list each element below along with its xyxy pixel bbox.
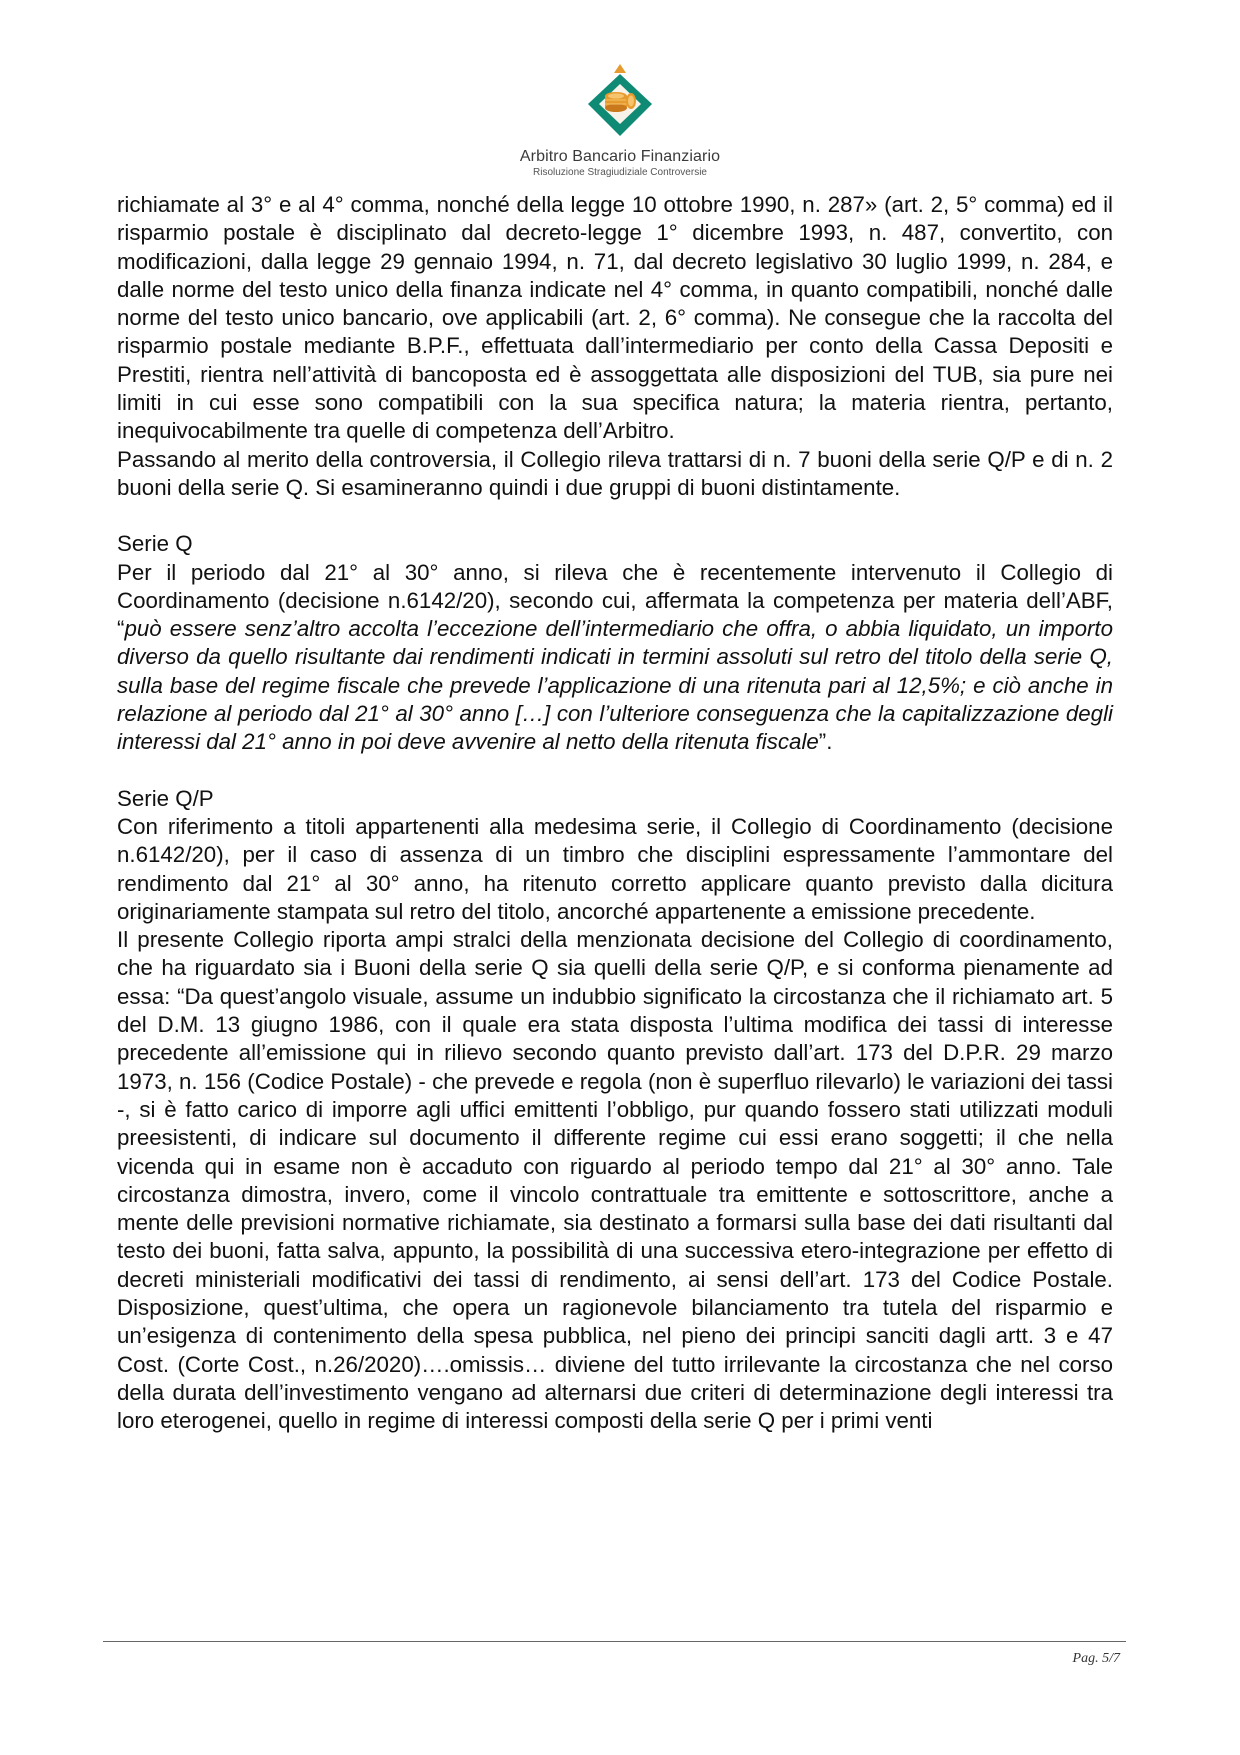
paragraph-3-quote: può essere senz’altro accolta l’eccezione dell’intermediario che offra, o abbia liquidato, un importo diverso da quello risultante dai rendimenti indicati in termini assoluti sul retro del titolo della serie Q, sulla base del regime fiscale che prevede l’applicazione di una ritenuta pari al 12,5%; e ciò anche in relazione al periodo dal 21° al 30° anno […] con l’ulteriore conseguenza che la capitalizzazione degli interessi dal 21° anno in poi deve avvenire al netto della ritenuta fiscale: [117, 616, 1113, 755]
section-heading-serie-qp: Serie Q/P: [117, 785, 214, 811]
paragraph-1: richiamate al 3° e al 4° comma, nonché della legge 10 ottobre 1990, n. 287» (art. 2, 5° comma) ed il risparmio postale è disciplinato dal decreto-legge 1° dicembre 1993, n. 487, convertito, con modificazioni, dalla legge 29 gennaio 1994, n. 71, dal decreto legislativo 30 luglio 1999, n. 284, e dalle norme del testo unico della finanza indicate nel 4° comma, in quanto compatibili, nonché dalle norme del testo unico bancario, ove applicabili (art. 2, 6° comma). Ne consegue che la raccolta del risparmio postale mediante B.P.F., effettuata dall’intermediario per conto della Cassa Depositi e Prestiti, rientra nell’attività di bancoposta ed è assoggettata alle disposizioni del TUB, sia pure nei limiti in cui esse sono compatibili con la sua specifica natura; la materia rientra, pertanto, inequivocabilmente tra quelle di competenza dell’Arbitro.: [117, 192, 1113, 444]
footer-divider: [103, 1641, 1126, 1642]
paragraph-3-intro: Per il periodo dal 21° al 30° anno, si rileva che è recentemente intervenuto il Collegio di Coordinamento (decisione n.6142/20), secondo cui, affermata la competenza per materia dell’ABF, “: [117, 559, 1113, 642]
paragraph-3: [117, 559, 1113, 757]
section-heading-serie-q: Serie Q: [117, 531, 193, 557]
document-body: [117, 191, 1113, 1435]
org-name: Arbitro Bancario Finanziario: [519, 148, 721, 165]
paragraph-4: Con riferimento a titoli appartenenti alla medesima serie, il Collegio di Coordinamento (decisione n.6142/20), per il caso di assenza di un timbro che disciplini espressamente l’ammontare del rendimento dal 21° al 30° anno, ha ritenuto corretto applicare quanto previsto dalla dicitura originariamente stampata sul retro del titolo, ancorché appartenente a emissione precedente.: [117, 813, 1113, 924]
abf-logo-icon: [580, 60, 660, 140]
header-logo-block: [0, 60, 1240, 178]
org-tagline: Risoluzione Stragiudiziale Controversie: [533, 167, 707, 178]
paragraph-3-end: ”.: [818, 729, 833, 755]
paragraph-2: Passando al merito della controversia, il Collegio rileva trattarsi di n. 7 buoni della serie Q/P e di n. 2 buoni della serie Q. Si esamineranno quindi i due gruppi di buoni distintamente.: [117, 446, 1113, 500]
paragraph-5: Il presente Collegio riporta ampi stralci della menzionata decisione del Collegio di coordinamento, che ha riguardato sia i Buoni della serie Q sia quelli della serie Q/P, e si conforma pienamente ad essa: “Da quest’angolo visuale, assume un indubbio significato la circostanza che il richiamato art. 5 del D.M. 13 giugno 1986, con il quale era stata disposta l’ultima modifica dei tassi di interesse precedente all’emissione qui in rilievo secondo quanto previsto dall’art. 173 del D.P.R. 29 marzo 1973, n. 156 (Codice Postale) - che prevede e regola (non è superfluo rilevarlo) le variazioni dei tassi -, si è fatto carico di imporre agli uffici emittenti l’obbligo, pur quando fossero stati utilizzati moduli preesistenti, di indicare sul documento il differente regime cui essi erano soggetti; il che nella vicenda qui in esame non è accaduto con riguardo al periodo tempo dal 21° al 30° anno. Tale circostanza dimostra, invero, come il vincolo contrattuale tra emittente e sottoscrittore, anche a mente delle previsioni normative richiamate, sia destinato a formarsi sulla base dei dati risultanti dal testo dei buoni, fatta salva, appunto, la possibilità di una successiva etero-integrazione per effetto di decreti ministeriali modificativi dei tassi di rendimento, ai sensi dell’art. 173 del Codice Postale. Disposizione, quest’ultima, che opera un ragionevole bilanciamento tra tutela del risparmio e un’esigenza di contenimento della spesa pubblica, nel pieno dei principi sanciti dagli artt. 3 e 47 Cost. (Corte Cost., n.26/2020)….omissis… diviene del tutto irrilevante la circostanza che nel corso della durata dell’investimento vengano ad alternarsi due criteri di determinazione degli interessi tra loro eterogenei, quello in regime di interessi composti della serie Q per i primi venti: [117, 927, 1113, 1434]
page-number: Pag. 5/7: [1072, 1651, 1120, 1666]
